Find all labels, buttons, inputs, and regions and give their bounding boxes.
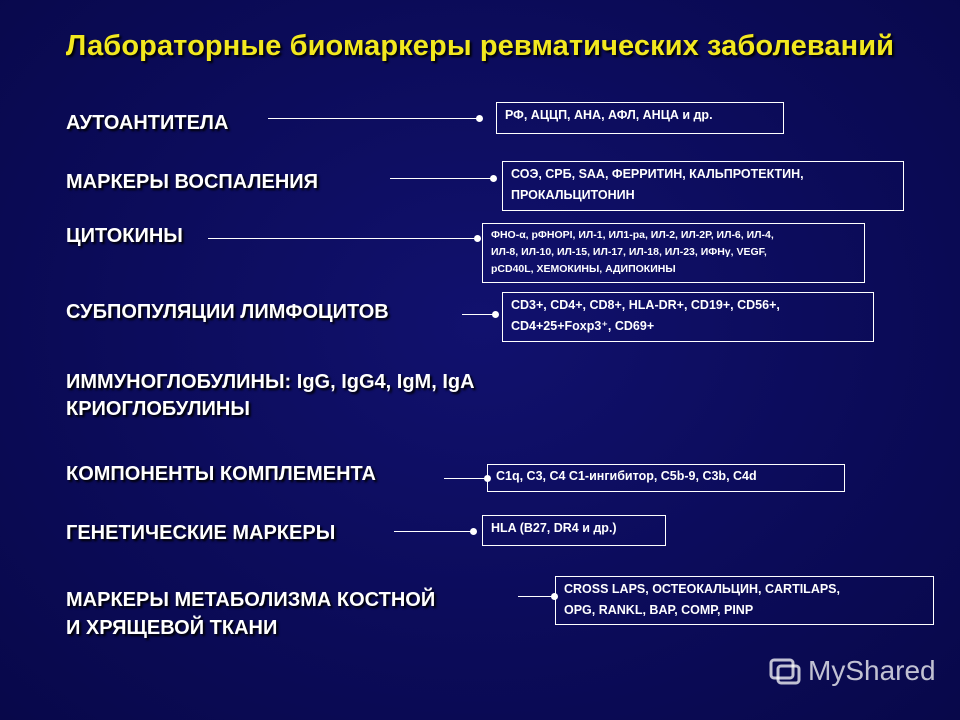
box-lymphocytes <box>502 292 874 342</box>
box-text-line-3: рCD40L, ХЕМОКИНЫ, АДИПОКИНЫ <box>491 263 676 275</box>
connector-dot <box>470 528 477 535</box>
box-text-line-2: ПРОКАЛЬЦИТОНИН <box>511 188 635 202</box>
box-text: C1q, C3, C4 C1-ингибитор, C5b-9, C3b, C4d <box>496 469 757 483</box>
box-inflammation <box>502 161 904 211</box>
label-complement: КОМПОНЕНТЫ КОМПЛЕМЕНТА <box>66 463 376 485</box>
watermark-text: MyShared <box>808 655 936 686</box>
label-autoantibodies: АУТОАНТИТЕЛА <box>66 112 229 134</box>
label-genetic: ГЕНЕТИЧЕСКИЕ МАРКЕРЫ <box>66 522 336 544</box>
connector-line <box>268 118 480 119</box>
box-genetic <box>482 515 666 546</box>
box-autoantibodies <box>496 102 784 134</box>
connector-line <box>462 314 496 315</box>
box-text: РФ, АЦЦП, АНА, АФЛ, АНЦА и др. <box>505 108 713 122</box>
label-lymphocytes: СУБПОПУЛЯЦИИ ЛИМФОЦИТОВ <box>66 301 389 323</box>
box-text-line-2: CD4+25+Foxp3⁺, CD69+ <box>511 319 655 333</box>
connector-dot <box>492 311 499 318</box>
box-text-line-1: CD3+, CD4+, CD8+, HLA-DR+, CD19+, CD56+, <box>511 298 780 312</box>
label-immunoglobulins: ИММУНОГЛОБУЛИНЫ: IgG, IgG4, IgM, IgA <box>66 371 475 393</box>
slides-icon <box>768 654 802 688</box>
connector-line <box>518 596 552 597</box>
connector-line <box>390 178 494 179</box>
connector-dot <box>474 235 481 242</box>
slide-title: Лабораторные биомаркеры ревматических заболеваний <box>65 30 895 62</box>
box-text-line-2: ИЛ-8, ИЛ-10, ИЛ-15, ИЛ-17, ИЛ-18, ИЛ-23, ИФНγ, VEGF, <box>491 246 767 258</box>
box-text-line-1: СОЭ, СРБ, SAA, ФЕРРИТИН, КАЛЬПРОТЕКТИН, <box>511 167 804 181</box>
watermark-logo <box>768 654 936 688</box>
label-bone-1: МАРКЕРЫ МЕТАБОЛИЗМА КОСТНОЙ <box>66 589 436 611</box>
connector-line <box>394 531 474 532</box>
connector-line <box>208 238 478 239</box>
connector-dot <box>476 115 483 122</box>
label-bone-2: И ХРЯЩЕВОЙ ТКАНИ <box>66 617 278 639</box>
box-text-line-1: ФНО-α, рФНОРI, ИЛ-1, ИЛ1-ра, ИЛ-2, ИЛ-2Р, ИЛ-6, ИЛ-4, <box>491 229 774 241</box>
label-inflammation: МАРКЕРЫ ВОСПАЛЕНИЯ <box>66 171 319 193</box>
box-text-line-2: OPG, RANKL, BAP, COMP, PINP <box>564 603 754 617</box>
connector-dot <box>490 175 497 182</box>
connector-line <box>444 478 486 479</box>
label-cytokines: ЦИТОКИНЫ <box>66 225 183 247</box>
box-text-line-1: CROSS LAPS, ОСТЕОКАЛЬЦИН, CARTILAPS, <box>564 582 840 596</box>
box-cytokines <box>482 223 865 283</box>
box-complement <box>487 464 845 492</box>
box-text: HLA (B27, DR4 и др.) <box>491 521 617 535</box>
label-cryoglobulins: КРИОГЛОБУЛИНЫ <box>66 398 250 420</box>
box-bone <box>555 576 934 625</box>
